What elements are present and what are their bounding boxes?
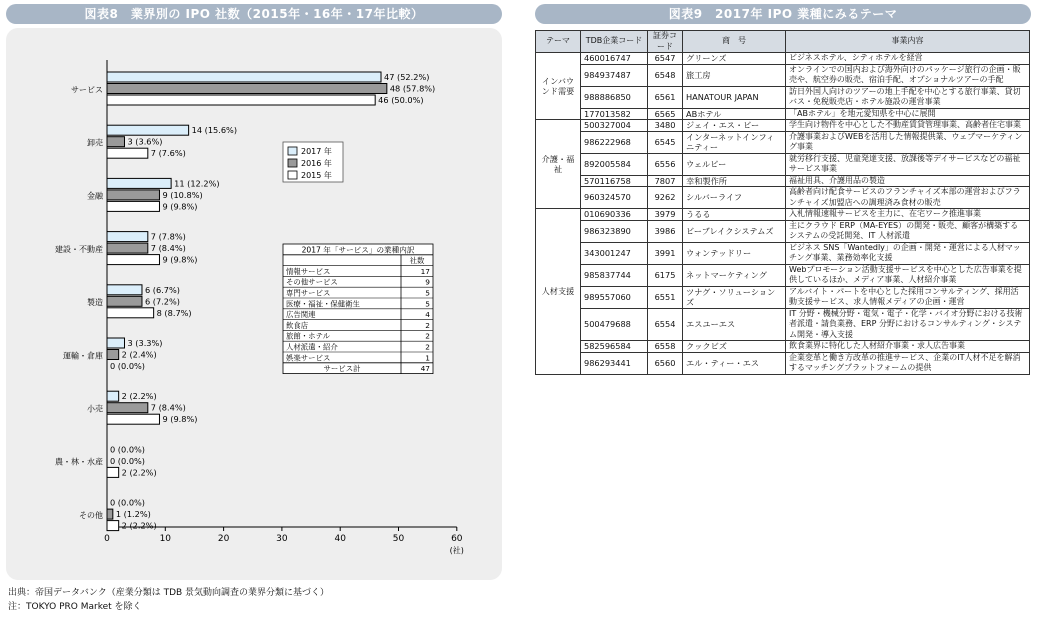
- legend-swatch: [288, 147, 297, 155]
- data-label: 9 (9.8%): [162, 254, 198, 265]
- bar: [107, 201, 159, 211]
- bar: [107, 243, 148, 253]
- table-cell: 6551: [648, 286, 683, 308]
- breakdown-count: 9: [425, 277, 430, 287]
- x-unit-label: (社): [449, 546, 464, 555]
- data-label: 0 (0.0%): [110, 455, 146, 466]
- breakdown-total: 47: [420, 364, 430, 374]
- breakdown-item: 情報サービス: [286, 266, 331, 276]
- x-tick-label: 50: [392, 534, 405, 544]
- breakdown-item: 医療・福祉・保健衛生: [286, 299, 360, 309]
- table-title: 図表9 2017年 IPO 業種にみるテーマ: [535, 4, 1031, 24]
- category-label: 農・林・水産: [55, 457, 103, 467]
- table-row: [536, 352, 1030, 374]
- table-cell: 343001247: [581, 242, 648, 264]
- breakdown-count: 5: [425, 299, 430, 309]
- ipo-theme-table: [535, 30, 1030, 375]
- breakdown-total-label: サービス計: [323, 364, 361, 374]
- table-cell: ビジネスホテル、シティホテルを経営: [786, 53, 1030, 65]
- table-cell: Webプロモーション活動支援サービスを中心とした広告事業を提供しているほか、メディア事業、人材紹介事業: [786, 264, 1030, 286]
- breakdown-header: 社数: [409, 256, 425, 266]
- breakdown-count: 2: [425, 320, 430, 330]
- table-cell: エスユーエス: [683, 308, 786, 341]
- table-cell: ジェイ・エス・ビー: [683, 120, 786, 132]
- data-label: 9 (10.8%): [162, 189, 203, 200]
- bar: [107, 190, 159, 200]
- data-label: 1 (1.2%): [115, 509, 151, 520]
- data-label: 8 (8.7%): [156, 307, 192, 318]
- breakdown-title: 2017 年「サービス」の業種内訳: [301, 245, 415, 255]
- table-cell: 460016747: [581, 53, 648, 65]
- chart-title: 図表8 業界別の IPO 社数（2015年・16年・17年比較）: [6, 4, 502, 24]
- table-cell: 旅工房: [683, 64, 786, 86]
- breakdown-item: 旅館・ホテル: [286, 331, 330, 341]
- table-cell: 6548: [648, 64, 683, 86]
- data-label: 2 (2.2%): [121, 520, 157, 531]
- table-cell: インターネットインフィニティー: [683, 131, 786, 153]
- x-tick-label: 20: [217, 534, 230, 544]
- category-label: サービス: [71, 85, 103, 95]
- table-cell: 986323890: [581, 220, 648, 242]
- table-cell: 986222968: [581, 131, 648, 153]
- legend-swatch: [288, 171, 297, 179]
- table-header-cell: テーマ: [536, 31, 581, 53]
- table-cell: 6547: [648, 53, 683, 65]
- source-note: 出典：帝国データバンク（産業分類は TDB 景気動向調査の業界分類に基づく）: [8, 588, 330, 598]
- breakdown-count: 5: [425, 288, 430, 298]
- table-cell: 6565: [648, 108, 683, 120]
- table-cell: ネットマーケティング: [683, 264, 786, 286]
- bar-chart: [0, 0, 510, 580]
- table-header-cell: 証券コード: [648, 31, 683, 53]
- data-label: 0 (0.0%): [110, 444, 146, 455]
- table-cell: 500479688: [581, 308, 648, 341]
- table-cell: 就労移行支援、児童発達支援、放課後等デイサービスなどの福祉サービス事業: [786, 153, 1030, 175]
- table-row: [536, 209, 1030, 221]
- table-cell: 3991: [648, 242, 683, 264]
- bar: [107, 178, 171, 188]
- data-label: 6 (6.7%): [144, 284, 180, 295]
- bar: [107, 95, 375, 105]
- data-label: 6 (7.2%): [144, 296, 180, 307]
- bar: [107, 125, 189, 135]
- table-cell: ウェルビー: [683, 153, 786, 175]
- legend-swatch: [288, 159, 297, 167]
- bar: [107, 296, 142, 306]
- bar: [107, 414, 159, 424]
- table-row: [536, 175, 1030, 187]
- table-cell: 介護事業およびWEBを活用した情報提供業、ウェブマーケティング事業: [786, 131, 1030, 153]
- data-label: 7 (8.4%): [150, 402, 186, 413]
- table-cell: 訪日外国人向けのツアーの地上手配を中心とする旅行事業、貸切バス・免税販売店・ホテル施設の運営事業: [786, 86, 1030, 108]
- x-tick-label: 0: [104, 534, 110, 544]
- table-cell: 960324570: [581, 187, 648, 209]
- table-cell: 入札情報速報サービスを主力に、在宅ワーク推進事業: [786, 209, 1030, 221]
- breakdown-count: 1: [425, 353, 430, 363]
- legend-label: 2016 年: [301, 159, 332, 168]
- category-label: 建設・不動産: [55, 244, 103, 254]
- table-header-cell: TDB企業コード: [581, 31, 648, 53]
- table-row: [536, 341, 1030, 353]
- table-cell: エル・ティー・エス: [683, 352, 786, 374]
- breakdown-item: 飲食店: [286, 320, 309, 330]
- data-label: 2 (2.2%): [121, 467, 157, 478]
- table-cell: オンラインでの国内および海外向けのパッケージ旅行の企画・販売や、航空券の販売、宿泊手配、オプショナルツアーの手配: [786, 64, 1030, 86]
- table-cell: 3986: [648, 220, 683, 242]
- table-cell: ウォンテッドリー: [683, 242, 786, 264]
- table-cell: 570116758: [581, 175, 648, 187]
- table-cell: 6558: [648, 341, 683, 353]
- data-label: 3 (3.3%): [127, 338, 163, 348]
- category-label: 製造: [87, 298, 103, 308]
- x-tick-label: 60: [451, 534, 463, 544]
- table-cell: 企業変革と働き方改革の推進サービス、企業のIT人材不足を解消するマッチングプラットフォームの提供: [786, 352, 1030, 374]
- table-row: [536, 53, 1030, 65]
- table-cell: 988886850: [581, 86, 648, 108]
- data-label: 46 (50.0%): [378, 95, 424, 105]
- bar: [107, 285, 142, 295]
- data-label: 48 (57.8%): [389, 83, 436, 94]
- bar: [107, 509, 113, 519]
- bar: [107, 350, 119, 360]
- bar: [107, 521, 119, 531]
- category-label: その他: [79, 510, 103, 520]
- x-tick-label: 10: [159, 534, 172, 544]
- table-row: [536, 187, 1030, 209]
- breakdown-count: 17: [420, 266, 430, 276]
- data-label: 2 (2.4%): [121, 349, 157, 360]
- data-label: 11 (12.2%): [174, 178, 220, 189]
- data-label: 9 (9.8%): [162, 201, 198, 212]
- table-cell: アルバイト・パートを中心とした採用コンサルティング、採用活動支援サービス、求人情報メディアの企画・運営: [786, 286, 1030, 308]
- table-cell: 7807: [648, 175, 683, 187]
- table-cell: 「ABホテル」を地元愛知県を中心に展開: [786, 108, 1030, 120]
- table-cell: グリーンズ: [683, 53, 786, 65]
- table-cell: 6554: [648, 308, 683, 341]
- bar: [107, 84, 387, 94]
- breakdown-count: 2: [425, 342, 430, 352]
- data-label: 7 (8.4%): [150, 243, 186, 254]
- bar: [107, 255, 159, 265]
- breakdown-item: 人材派遣・紹介: [286, 342, 338, 352]
- breakdown-item: 専門サービス: [286, 288, 331, 298]
- table-cell: うるる: [683, 209, 786, 221]
- bar: [107, 403, 148, 413]
- table-row: [536, 108, 1030, 120]
- table-header-row: [536, 31, 1030, 53]
- breakdown-item: その他サービス: [286, 277, 338, 287]
- table-cell: 飲食業界に特化した人材紹介事業・求人広告事業: [786, 341, 1030, 353]
- table-row: [536, 242, 1030, 264]
- table-cell: クックビズ: [683, 341, 786, 353]
- table-cell: 892005584: [581, 153, 648, 175]
- table-cell: ビーブレイクシステムズ: [683, 220, 786, 242]
- data-label: 7 (7.8%): [150, 231, 186, 242]
- table-cell: 学生向け物件を中心とした不動産賃貸管理事業、高齢者住宅事業: [786, 120, 1030, 132]
- table-row: [536, 220, 1030, 242]
- table-cell: IT 分野・機械分野・電気・電子・化学・バイオ分野における技術者派遣・請負業務、ERP 分野におけるコンサルティング・システム開発・導入支援: [786, 308, 1030, 341]
- table-cell: 主にクラウド ERP（MA-EYES）の開発・販売、顧客が構築するシステムの受託開発、IT 人材派遣: [786, 220, 1030, 242]
- table-cell: 9262: [648, 187, 683, 209]
- table-row: [536, 64, 1030, 86]
- bar: [107, 137, 124, 147]
- theme-cell: 介護・福祉: [536, 120, 581, 209]
- table-header-cell: 事業内容: [786, 31, 1030, 53]
- bar: [107, 391, 119, 401]
- data-label: 7 (7.6%): [150, 148, 186, 159]
- bar: [107, 467, 119, 477]
- table-cell: 010690336: [581, 209, 648, 221]
- bar: [107, 308, 154, 318]
- theme-cell: インバウンド需要: [536, 53, 581, 120]
- category-label: 金融: [87, 191, 103, 201]
- legend-label: 2015 年: [301, 171, 332, 180]
- table-cell: 6560: [648, 352, 683, 374]
- table-row: [536, 286, 1030, 308]
- table-cell: 6561: [648, 86, 683, 108]
- table-row: [536, 86, 1030, 108]
- table-row: [536, 120, 1030, 132]
- table-cell: ビジネス SNS「Wantedly」の企画・開発・運営による人材マッチング事業、業務効率化支援: [786, 242, 1030, 264]
- data-label: 2 (2.2%): [121, 391, 157, 402]
- table-row: [536, 308, 1030, 341]
- breakdown-item: 娯楽サービス: [286, 353, 331, 363]
- data-label: 0 (0.0%): [110, 361, 146, 371]
- table-cell: 高齢者向け配食サービスのフランチャイズ本部の運営およびフランチャイズ加盟店への調理済み食材の販売: [786, 187, 1030, 209]
- table-row: [536, 131, 1030, 153]
- table-cell: シルバーライフ: [683, 187, 786, 209]
- data-label: 3 (3.6%): [127, 136, 163, 147]
- table-cell: 幸和製作所: [683, 175, 786, 187]
- legend-label: 2017 年: [301, 147, 332, 156]
- table-cell: ABホテル: [683, 108, 786, 120]
- category-label: 小売: [87, 404, 103, 414]
- table-cell: HANATOUR JAPAN: [683, 86, 786, 108]
- data-label: 9 (9.8%): [162, 414, 198, 425]
- table-cell: 985837744: [581, 264, 648, 286]
- table-cell: 福祉用具、介護用品の製造: [786, 175, 1030, 187]
- table-cell: 6556: [648, 153, 683, 175]
- table-cell: 989557060: [581, 286, 648, 308]
- breakdown-count: 2: [425, 331, 430, 341]
- table-cell: 6175: [648, 264, 683, 286]
- table-row: [536, 153, 1030, 175]
- table-cell: 3480: [648, 120, 683, 132]
- data-label: 0 (0.0%): [110, 497, 146, 508]
- table-cell: 6545: [648, 131, 683, 153]
- breakdown-count: 4: [425, 310, 430, 320]
- table-cell: 986293441: [581, 352, 648, 374]
- data-label: 47 (52.2%): [384, 72, 430, 82]
- theme-cell: 人材支援: [536, 209, 581, 375]
- table-cell: 177013582: [581, 108, 648, 120]
- table-row: [536, 264, 1030, 286]
- bar: [107, 72, 381, 82]
- table-cell: 984937487: [581, 64, 648, 86]
- table-cell: 500327004: [581, 120, 648, 132]
- bar: [107, 338, 124, 348]
- category-label: 卸売: [87, 138, 103, 148]
- bar: [107, 232, 148, 242]
- exclusion-note: 注：TOKYO PRO Market を除く: [8, 602, 142, 612]
- x-tick-label: 40: [334, 534, 346, 544]
- category-label: 運輸・倉庫: [63, 351, 103, 361]
- table-cell: 582596584: [581, 341, 648, 353]
- bar: [107, 148, 148, 158]
- table-cell: ツナグ・ソリューションズ: [683, 286, 786, 308]
- table-header-cell: 商 号: [683, 31, 786, 53]
- data-label: 14 (15.6%): [191, 125, 238, 136]
- x-tick-label: 30: [276, 534, 288, 544]
- table-cell: 3979: [648, 209, 683, 221]
- breakdown-item: 広告関連: [286, 310, 316, 320]
